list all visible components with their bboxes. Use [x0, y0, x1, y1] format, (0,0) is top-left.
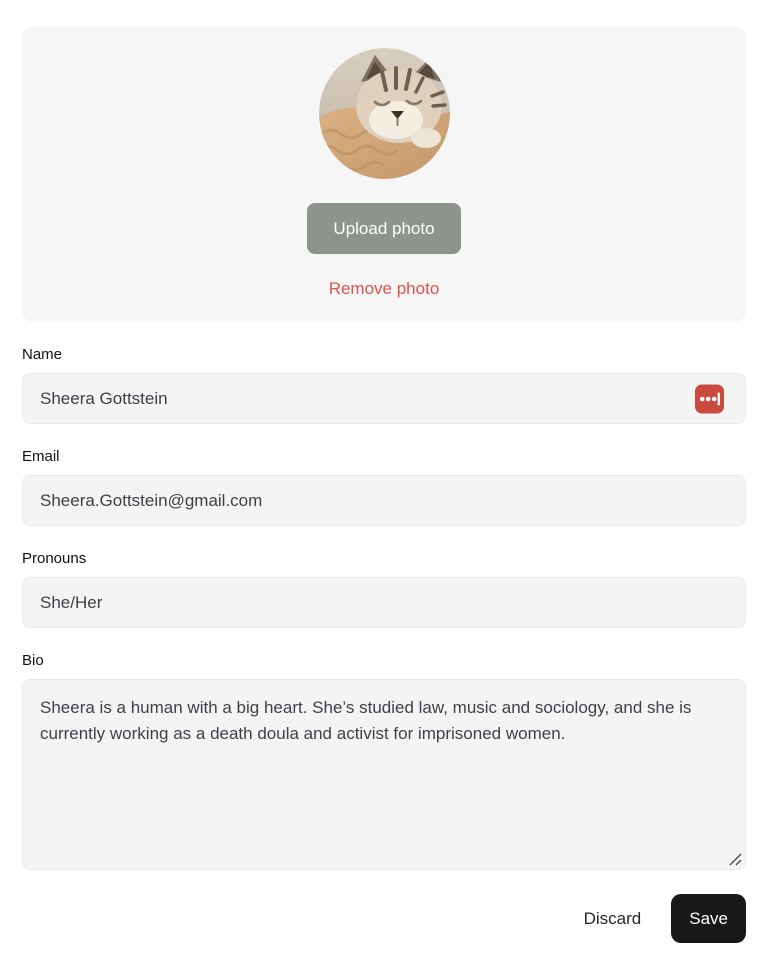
email-input[interactable] — [22, 475, 746, 526]
bio-label: Bio — [22, 652, 44, 669]
email-label: Email — [22, 448, 60, 465]
email-input-wrap — [22, 475, 746, 526]
name-label: Name — [22, 346, 63, 363]
password-manager-icon[interactable] — [695, 384, 724, 413]
name-field-group — [22, 346, 746, 424]
upload-photo-button[interactable]: Upload photo — [307, 203, 460, 254]
bio-textarea[interactable] — [22, 679, 746, 870]
bio-field-group — [22, 652, 746, 870]
pronouns-input[interactable] — [22, 577, 746, 628]
bio-input-wrap — [22, 679, 746, 870]
kitten-avatar-image — [319, 48, 450, 179]
name-input[interactable] — [22, 373, 746, 424]
save-button[interactable]: Save — [671, 894, 746, 943]
photo-card — [22, 26, 746, 322]
avatar — [319, 48, 450, 179]
pronouns-field-group — [22, 550, 746, 628]
pronouns-input-wrap — [22, 577, 746, 628]
form-actions — [22, 894, 746, 943]
discard-button[interactable]: Discard — [583, 908, 642, 928]
name-input-wrap — [22, 373, 746, 424]
pronouns-label: Pronouns — [22, 550, 87, 567]
remove-photo-button[interactable]: Remove photo — [328, 279, 440, 298]
email-field-group — [22, 448, 746, 526]
